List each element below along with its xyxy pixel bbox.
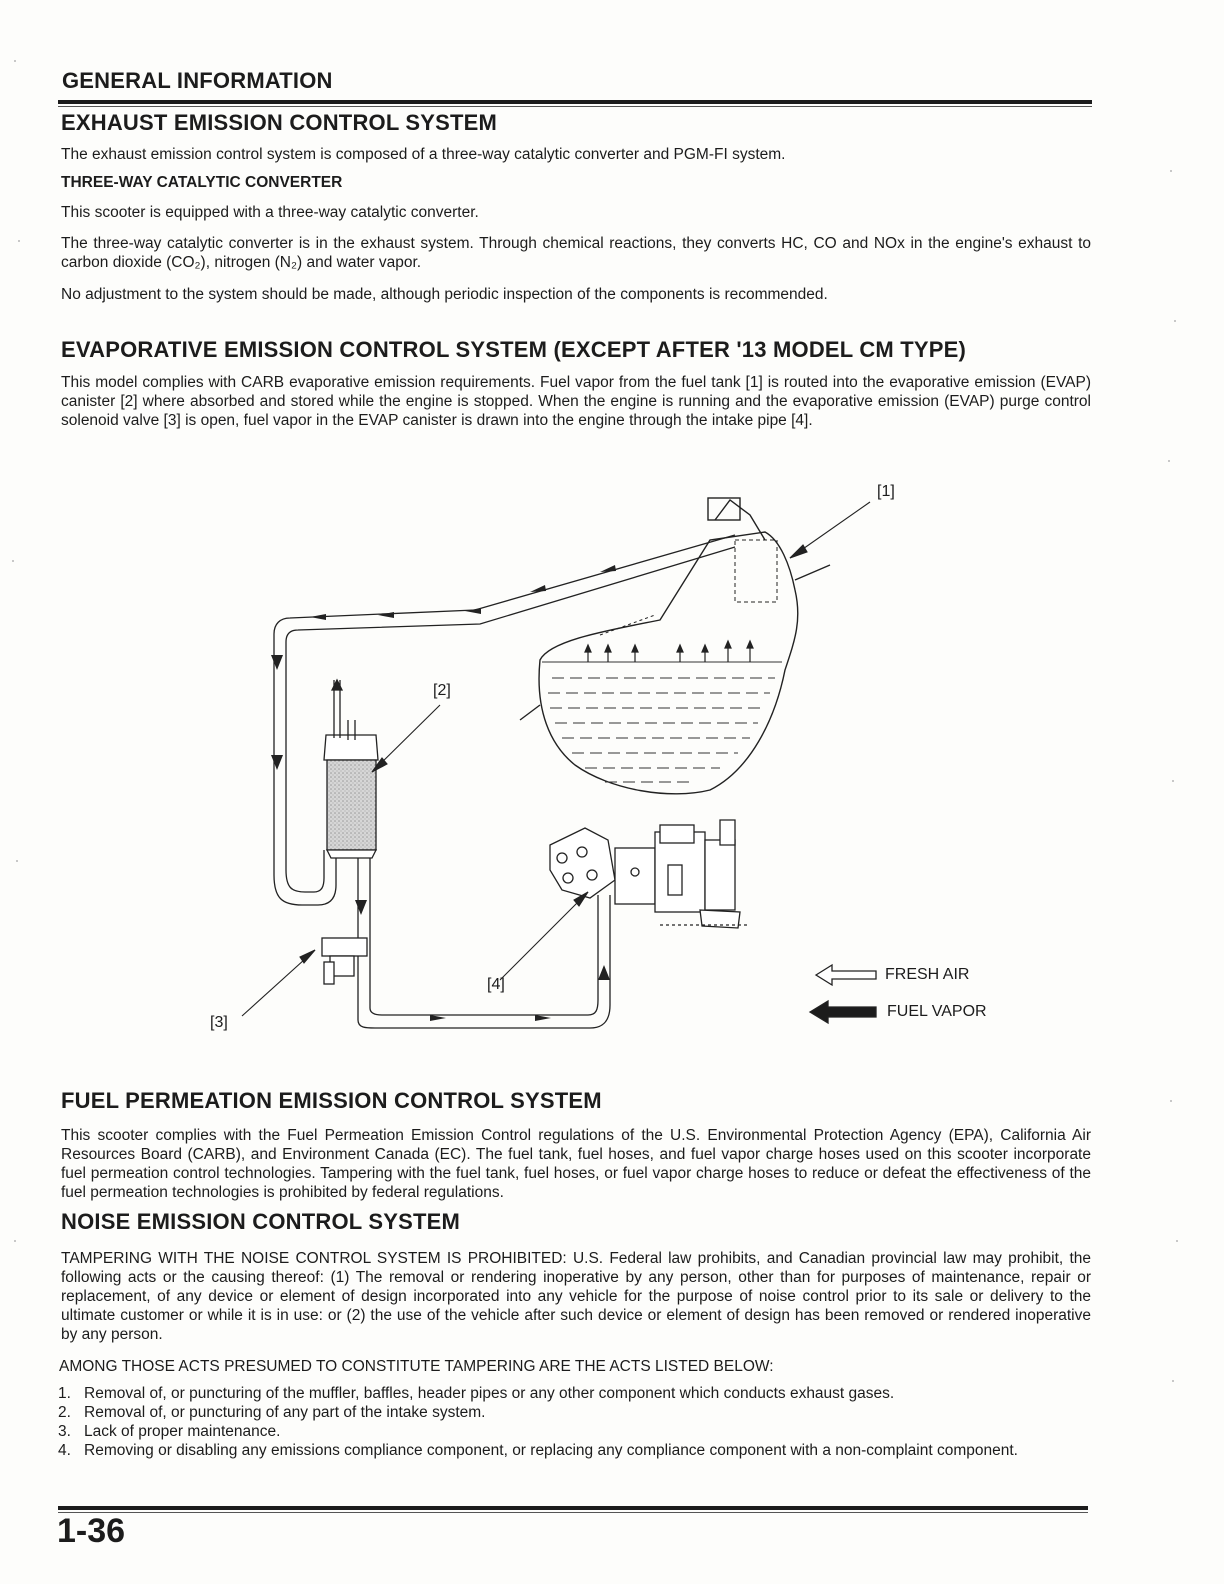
exhaust-section-title: EXHAUST EMISSION CONTROL SYSTEM <box>61 110 498 135</box>
legend-fuel-vapor-label: FUEL VAPOR <box>887 1003 987 1020</box>
evap-canister <box>324 680 378 858</box>
list-item-number: 4. <box>58 1442 71 1459</box>
legend-fuel-vapor-icon <box>810 1001 876 1023</box>
noise-section-title: NOISE EMISSION CONTROL SYSTEM <box>61 1209 460 1234</box>
page-header-title: GENERAL INFORMATION <box>62 68 333 93</box>
flow-arrows-bottom <box>355 900 610 1021</box>
list-item-number: 2. <box>58 1404 71 1421</box>
scan-speck <box>12 560 14 562</box>
catalytic-paragraph-2: The three-way catalytic converter is in the exhaust system. Through chemical reactions, they converts HC, CO and NOx in the engine's exhaust to carbon dioxide (CO₂), nitrogen (N₂) and water vapor. <box>61 235 1091 271</box>
scan-speck <box>14 1240 16 1242</box>
list-item-number: 1. <box>58 1385 71 1402</box>
scan-speck <box>1168 460 1170 462</box>
scan-speck <box>16 860 18 862</box>
tampering-acts-list <box>58 1384 1088 1460</box>
scan-speck <box>1170 1100 1172 1102</box>
header-rule-thin <box>58 106 1092 107</box>
callout-3-purge-valve: [3] <box>210 1014 228 1031</box>
catalytic-paragraph-3: No adjustment to the system should be made, although periodic inspection of the components is recommended. <box>61 286 828 303</box>
footer-rule <box>58 1506 1088 1510</box>
evap-body: This model complies with CARB evaporative emission requirements. Fuel vapor from the fuel tank [1] is routed into the evaporative emission (EVAP) canister [2] where absorbed and stored while the engine is stopped. When the engine is running and the evaporative emission (EVAP) purge control solenoid valve [3] is open, fuel vapor in the EVAP canister is drawn into the engine through the intake pipe [4]. <box>61 374 1091 429</box>
list-item <box>58 1422 1088 1441</box>
scan-speck <box>1170 170 1172 172</box>
list-item-text: Removal of, or puncturing of any part of the intake system. <box>84 1404 486 1421</box>
fuel-tank <box>520 498 830 794</box>
scan-speck <box>1172 780 1174 782</box>
header-rule <box>58 100 1092 104</box>
footer-rule-thin <box>58 1512 1088 1513</box>
permeation-section-title: FUEL PERMEATION EMISSION CONTROL SYSTEM <box>61 1088 602 1113</box>
scan-speck <box>1176 1240 1178 1242</box>
permeation-body: This scooter complies with the Fuel Permeation Emission Control regulations of the U.S. Environmental Protection Agency (EPA), California Air Resources Board (CARB), and Environment Canada (EC). The fuel tank, fuel hoses, and fuel vapor charge hoses used on this scooter incorporate fuel permeation control technologies. Tampering with the fuel tank, fuel hoses, or fuel vapor charge hoses to reduce or defeat the effectiveness of the fuel permeation technologies is prohibited by federal regulations. <box>61 1127 1091 1201</box>
callout-4-intake-pipe: [4] <box>487 976 505 993</box>
fuel-level <box>542 662 782 782</box>
noise-body: TAMPERING WITH THE NOISE CONTROL SYSTEM IS PROHIBITED: U.S. Federal law prohibits, and Canadian provincial law may prohibit, the following acts or the causing thereof: (1) The removal or rendering inoperative by any person, other than for purposes of maintenance, repair or replacement, of any device or element of design incorporated into any vehicle for the purpose of noise control prior to its sale or delivery to the ultimate customer or while it is in use: or (2) the use of the vehicle after such device or element of design has been removed or rendered inoperative by any person. <box>61 1250 1091 1343</box>
purge-control-solenoid-valve <box>322 938 367 984</box>
catalytic-converter-subtitle: THREE-WAY CATALYTIC CONVERTER <box>61 174 343 191</box>
legend-fresh-air-label: FRESH AIR <box>885 966 970 983</box>
list-item-text: Lack of proper maintenance. <box>84 1423 281 1440</box>
callout-1-fuel-tank: [1] <box>877 483 895 500</box>
list-item-number: 3. <box>58 1423 71 1440</box>
scan-speck <box>1172 1380 1174 1382</box>
evap-diagram-svg <box>190 480 1030 1050</box>
vapor-arrows <box>585 641 753 662</box>
scan-speck <box>14 60 16 62</box>
flow-arrows-top <box>271 565 616 770</box>
throttle-body-intake <box>550 820 750 928</box>
page-number: 1-36 <box>57 1512 126 1550</box>
list-item <box>58 1441 1088 1460</box>
list-item-text: Removal of, or puncturing of the muffler, baffles, header pipes or any other component which conducts exhaust gases. <box>84 1385 895 1402</box>
list-item-text: Removing or disabling any emissions compliance component, or replacing any compliance component with a non-complaint component. <box>84 1442 1018 1459</box>
catalytic-paragraph-1: This scooter is equipped with a three-way catalytic converter. <box>61 204 479 221</box>
exhaust-intro: The exhaust emission control system is composed of a three-way catalytic converter and PGM-FI system. <box>61 146 786 163</box>
evap-section-title: EVAPORATIVE EMISSION CONTROL SYSTEM (EXCEPT AFTER '13 MODEL CM TYPE) <box>61 337 967 362</box>
list-item <box>58 1403 1088 1422</box>
scan-speck <box>1174 320 1176 322</box>
callout-2-evap-canister: [2] <box>433 682 451 699</box>
list-item <box>58 1384 1088 1403</box>
scan-speck <box>18 240 20 242</box>
noise-list-intro: AMONG THOSE ACTS PRESUMED TO CONSTITUTE TAMPERING ARE THE ACTS LISTED BELOW: <box>59 1358 774 1375</box>
evap-system-diagram <box>190 480 1030 1050</box>
legend-fresh-air-icon <box>816 965 876 985</box>
